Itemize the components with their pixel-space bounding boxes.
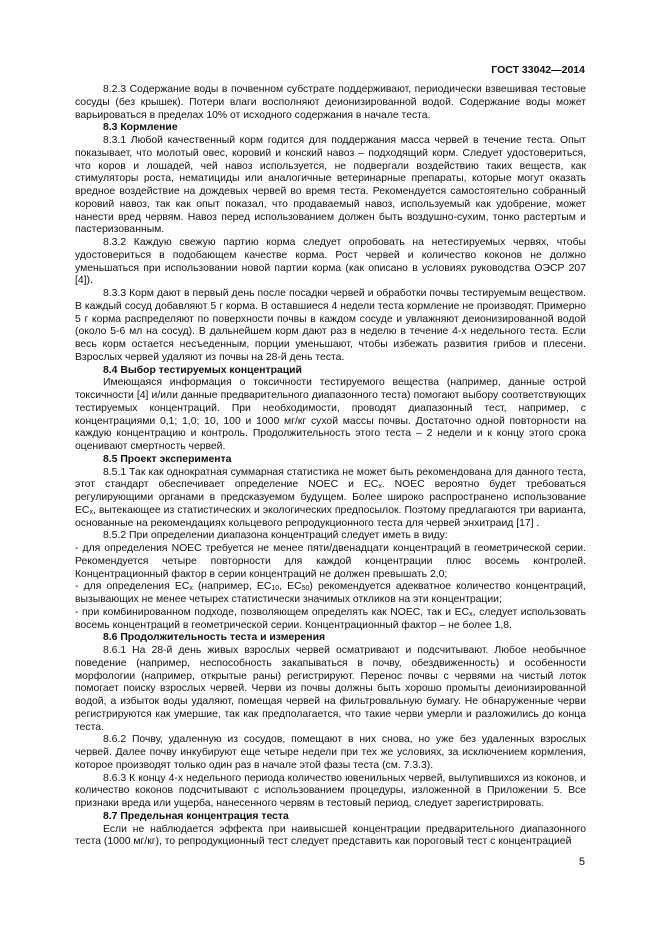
paragraph-text: (например, EC — [192, 581, 272, 593]
paragraph-8-7: Если не наблюдается эффекта при наивысшей концентрации предварительного диапазонного теста (1000 мг/кг), то репродукционный тест следует представить как пороговый тест с концентрацией — [75, 823, 586, 848]
subscript: 10 — [271, 585, 280, 593]
subscript: x — [89, 508, 93, 516]
subscript: x — [469, 610, 473, 618]
standard-number: ГОСТ 33042—2014 — [491, 64, 585, 76]
list-item-ecx — [75, 581, 586, 607]
section-heading-8-5: 8.5 Проект эксперимента — [103, 453, 232, 465]
paragraph-8-5-1 — [75, 467, 586, 531]
paragraph-8-2-3: 8.2.3 Содержание воды в почвенном субстрате поддерживают, периодически взвешивая тестовые сосуды (без крышек). Потери влаги восполняют деионизированной водой. Содержание воды может варьироваться в пределах 10% от исходного содержания в начале теста. — [75, 84, 586, 121]
paragraph-8-3-1: 8.3.1 Любой качественный корм годится для поддержания масса червей в течение теста. Опыт показывает, что молотый овес, коровий и конский навоз – подходящий корм. Следует удостовериться, что коров и лошадей, чей навоз используется, не подвергали воздействию таких веществ, как стимуляторы роста, нематициды или аналогичные ветеринарные препараты, которые могут оказать вредное воздействие на дождевых червей во время теста. Рекомендуется самостоятельно собранный коровий навоз, так как опыт показал, что продаваемый навоз, используемый как удобрение, может нанести вред червям. Навоз перед использованием должен быть воздушно-сухим, тонко растертым и пастеризованным. — [75, 135, 586, 236]
subscript: 50 — [301, 585, 310, 593]
paragraph-text: ) рекомендуется адекватное количество концентраций, вызывающих не менее четырех статистически значимых откликов на эти концентрации; — [75, 581, 586, 605]
paragraph-8-5-2: 8.5.2 При определении диапазона концентраций следует иметь в виду: — [103, 530, 448, 542]
paragraph-text: 8.5.1 Так как однократная суммарная статистика не может быть рекомендована для данного теста, этот стандарт обеспечивает определение NOEC и EC — [75, 466, 586, 491]
page-number: 5 — [578, 856, 585, 868]
subscript: x — [378, 483, 382, 491]
paragraph-text: - для определения EC — [75, 581, 190, 593]
list-item-combined — [75, 607, 586, 633]
paragraph-text: , EC — [279, 581, 302, 593]
section-heading-8-7: 8.7 Предельная концентрация теста — [103, 810, 289, 822]
paragraph-text: - при комбинированном подходе, позволяющем определять как NOEC, так и EC — [75, 606, 470, 618]
section-heading-8-3: 8.3 Кормление — [103, 122, 178, 134]
paragraph-8-6-1: 8.6.1 На 28-й день живых взрослых червей осматривают и подсчитывают. Любое необычное поведение (например, неспособность закапываться в почву, обездвиженность) и особенности морфологии (например, открытые раны) регистрируют. Перенос почвы с червями на чистый лоток помогает поиску взрослых червей. Черви из почвы должны быть хорошо промыты деионизированной водой, а избыток воды удаляют, помещая червей на фильтровальную бумагу. Не обнаруженные черви регистрируются как умершие, так как предполагается, что такие черви умерли и разложились до конца теста. — [75, 645, 586, 733]
paragraph-8-6-3: 8.6.3 К концу 4-х недельного периода количество ювенильных червей, вылупившихся из коконов, и количество коконов подсчитывают с использованием процедуры, изложенной в Приложении 5. Все признаки вреда или ущерба, нанесенного червям в тестовый период, следует зарегистрировать. — [75, 772, 586, 809]
subscript: x — [189, 585, 193, 593]
paragraph-8-4: Имеющаяся информация о токсичности тестируемого вещества (например, данные острой токсичности [4] и/или данные предварительного диапазонного теста) помогают выбору соответствующих тестируемых концентраций. При необходимости, проводят диапазонный тест, например, с концентрациями 0,1; 1,0; 10, 100 и 1000 мг/кг сухой массы почвы. Достаточно одной повторности на каждую концентрацию и контроль. Продолжительность этого теста – 2 недели и к концу этого срока оценивают смертность червей. — [75, 377, 586, 452]
paragraph-8-6-2: 8.6.2 Почву, удаленную из сосудов, помещают в них снова, но уже без удаленных взрослых червей. Далее почву инкубируют еще четыре недели при тех же условиях, за исключением кормления, которое производят только один раз в начале этой фазы теста (см. 7.3.3). — [75, 734, 586, 771]
paragraph-text: . NOEC вероятно будет требоваться регулирующими органами в предсказуемом будущем. Более широко распространено использование EC — [75, 479, 586, 516]
paragraph-text: , вытекающее из статистических и экологических предпосылок. Поэтому предлагаются три варианта, основанные на рекомендациях кольцевого репродукционного теста для червей энхитраид [17] . — [75, 504, 586, 529]
paragraph-text: , следует использовать восемь концентраций в геометрической серии. Концентрационный фактор – не более 1,8. — [75, 606, 586, 631]
list-item-noec: - для определения NOEC требуется не менее пяти/двенадцати концентраций в геометрической серии. Рекомендуется четыре повторности для каждой концентрации плюс восемь контролей. Концентрационный фактор в серии концентраций не должен превышать 2,0; — [75, 543, 586, 580]
page-body — [75, 84, 586, 849]
paragraph-8-3-3: 8.3.3 Корм дают в первый день после посадки червей и обработки почвы тестируемым веществом. В каждый сосуд добавляют 5 г корма. В оставшиеся 4 недели теста кормление не производят. Примерно 5 г корма распределяют по поверхности почвы в каждом сосуде и увлажняют деионизированной водой (около 5-6 мл на сосуд). В дальнейшем корм дают раз в неделю в течение 4-х недельного теста. Если весь корм остается несъеденным, порции уменьшают, чтобы избежать развития грибов и плесени. Взрослых червей удаляют из почвы на 28-й день теста. — [75, 288, 586, 363]
section-heading-8-6: 8.6 Продолжительность теста и измерения — [103, 632, 326, 644]
section-heading-8-4: 8.4 Выбор тестируемых концентраций — [103, 364, 302, 376]
paragraph-8-3-2: 8.3.2 Каждую свежую партию корма следует опробовать на нетестируемых червях, чтобы удостовериться в подобающем качестве корма. Рост червей и количество коконов не должно уменьшаться при использовании новой партии корма (как описано в условиях руководства ОЭСР 207 [4]). — [75, 237, 586, 287]
